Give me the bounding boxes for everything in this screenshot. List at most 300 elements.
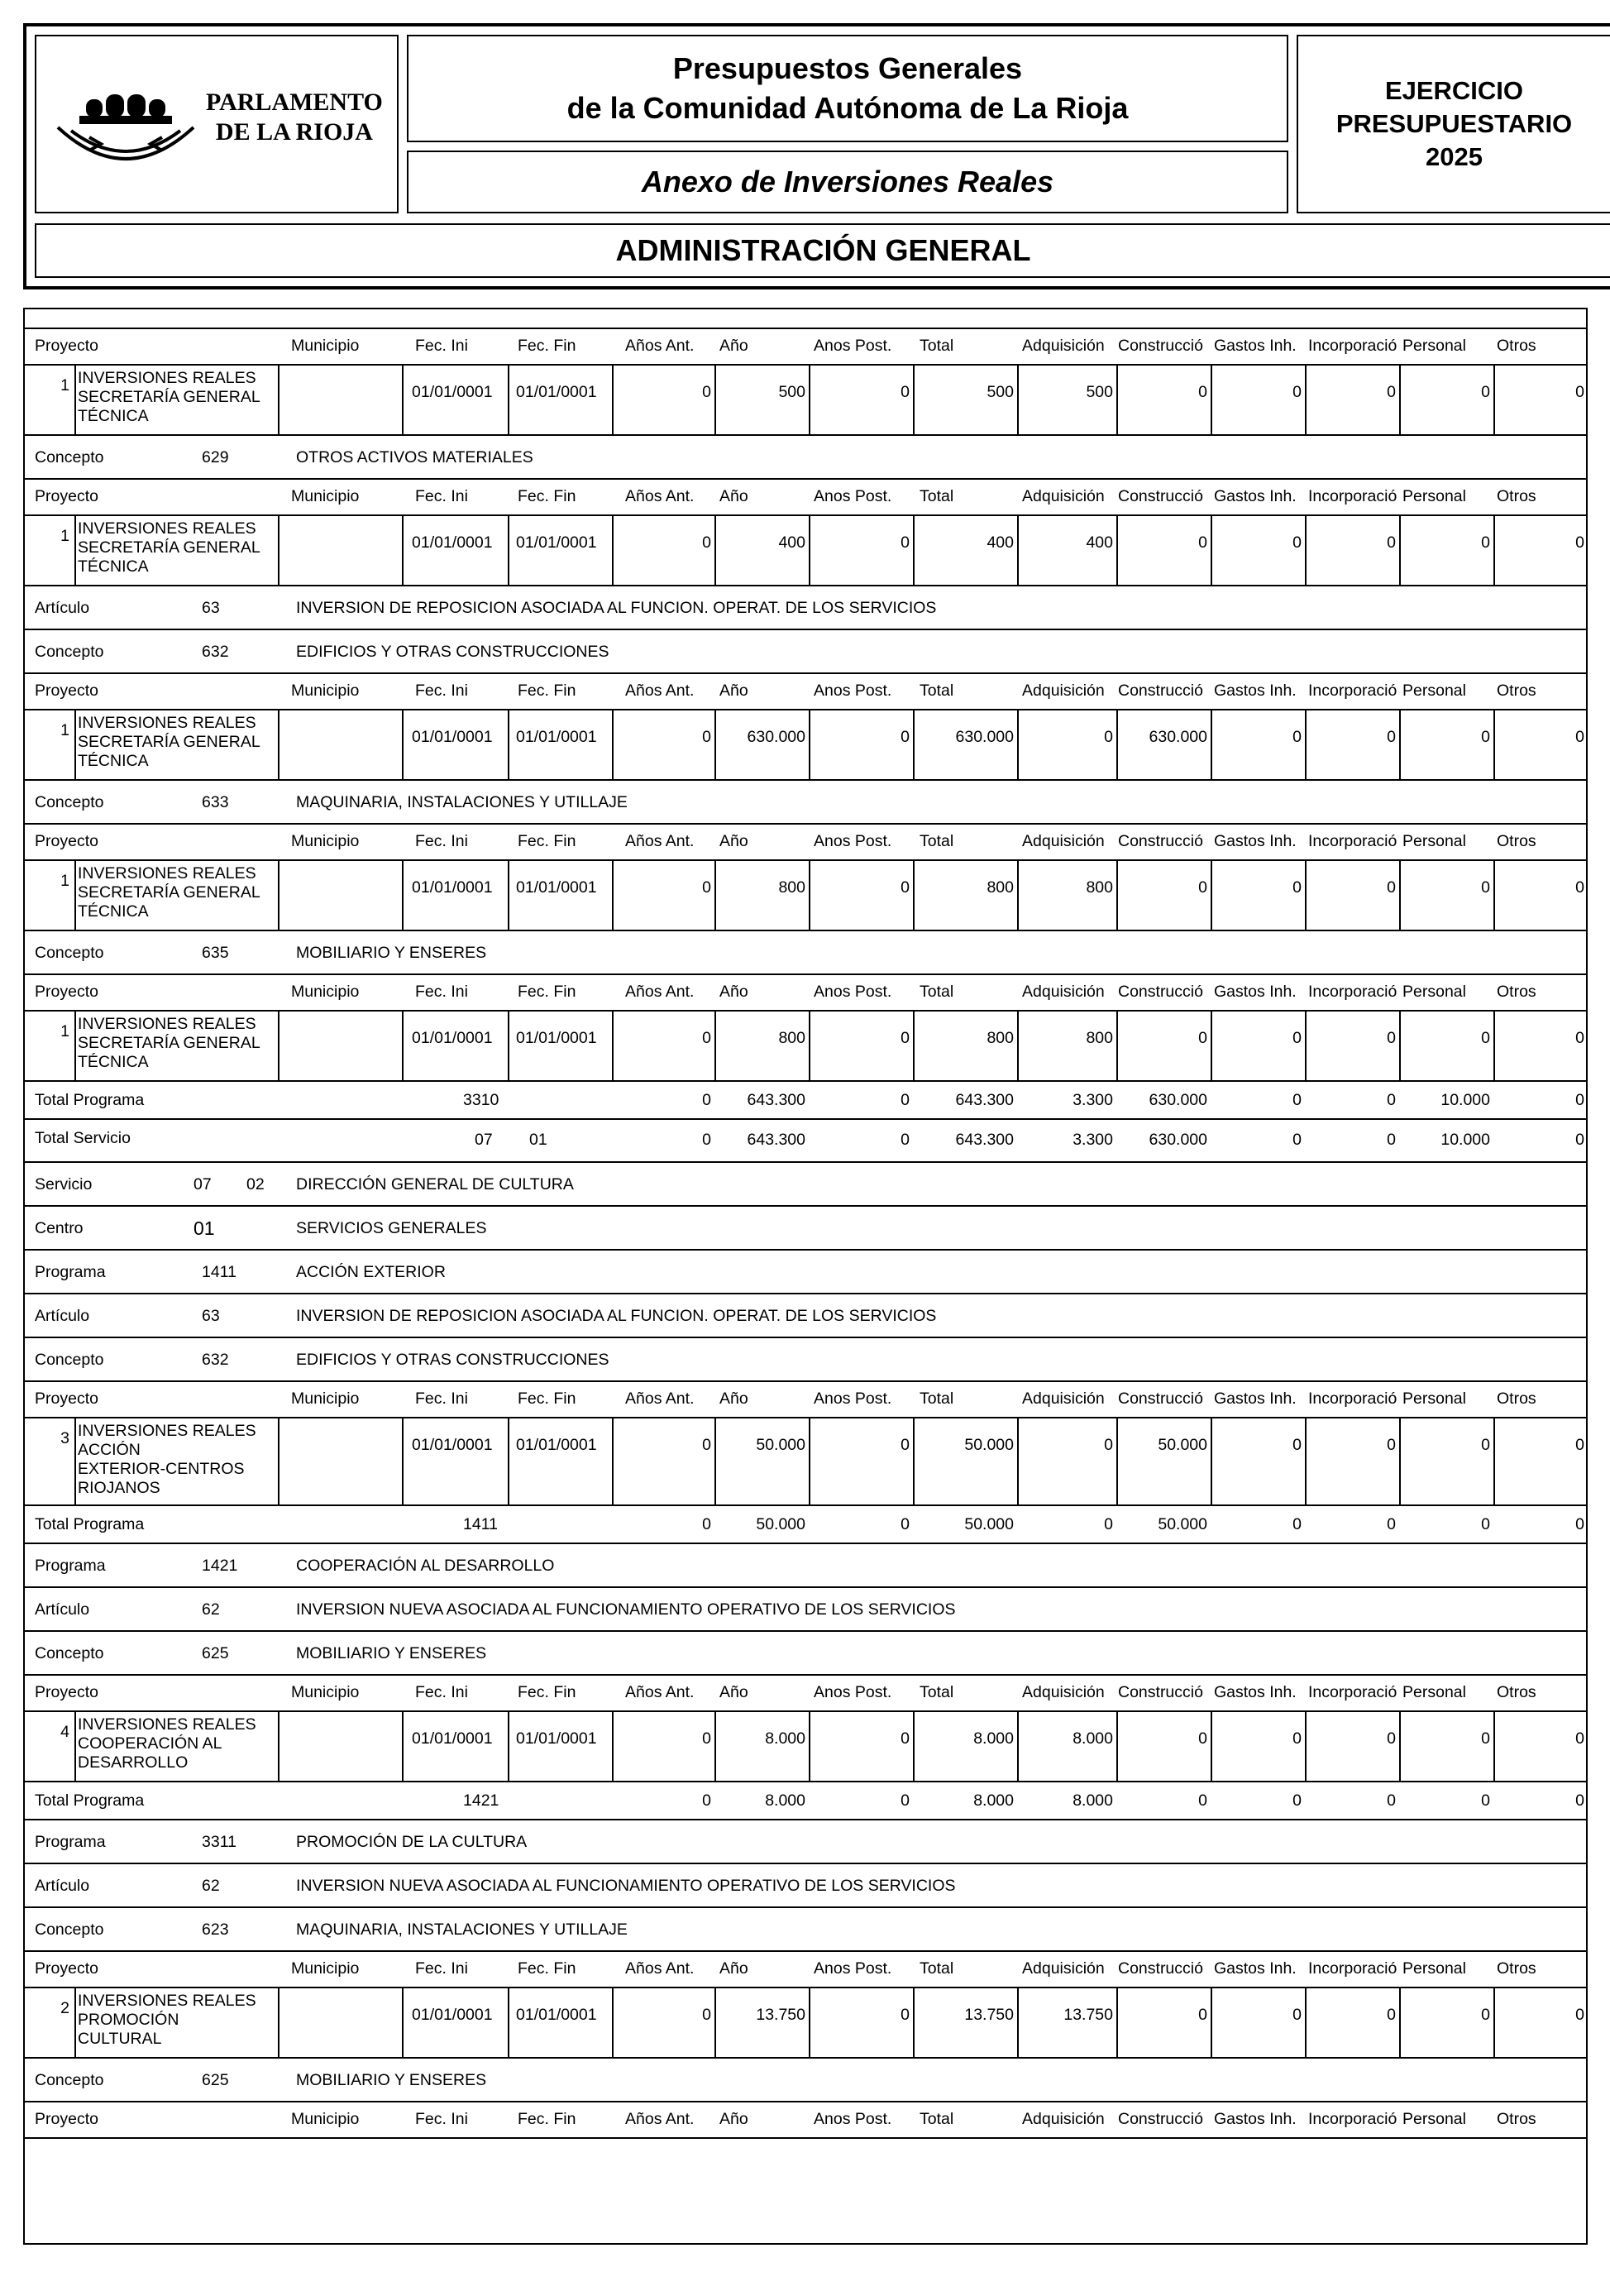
column-header: Total <box>920 2110 954 2128</box>
amount-cell: 0 <box>1481 728 1490 746</box>
project-name-line: INVERSIONES REALES <box>78 1015 256 1033</box>
column-divider <box>74 364 76 434</box>
fiscal-year: 2025 <box>1426 142 1483 171</box>
project-number: 1 <box>60 1022 69 1040</box>
column-divider <box>508 1417 509 1504</box>
column-header: Otros <box>1497 1959 1536 1978</box>
project-name-line: DESARROLLO <box>78 1753 189 1772</box>
column-header: Construcció <box>1118 983 1203 1001</box>
column-header: Anos Post. <box>814 337 892 355</box>
project-name-line: SECRETARÍA GENERAL <box>78 388 260 406</box>
project-name <box>78 864 260 921</box>
column-header: Fec. Fin <box>518 487 576 505</box>
amount-cell: 8.000 <box>973 1729 1014 1748</box>
total-amount: 0 <box>1292 1515 1302 1533</box>
column-header: Personal <box>1402 1683 1466 1701</box>
total-amount: 0 <box>1292 1131 1302 1149</box>
project-name-line: EXTERIOR-CENTROS <box>78 1460 245 1478</box>
column-divider <box>278 514 279 585</box>
total-amount: 0 <box>1198 1791 1207 1810</box>
project-name-line: CULTURAL <box>78 2030 162 2048</box>
project-number: 1 <box>60 527 69 545</box>
column-header: Personal <box>1402 1959 1466 1978</box>
column-header: Gastos Inh. <box>1214 1683 1297 1701</box>
amount-cell: 0 <box>1387 1029 1396 1047</box>
amount-cell: 630.000 <box>955 728 1014 746</box>
column-header: Construcció <box>1118 1390 1203 1408</box>
column-header: Adquisición <box>1022 1959 1105 1978</box>
row-divider <box>23 2137 1588 2139</box>
total-amount: 0 <box>1575 1791 1584 1810</box>
project-name <box>78 1992 256 2049</box>
amount-cell: 0 <box>1198 878 1207 897</box>
total-amount: 0 <box>702 1791 711 1810</box>
total-amount: 0 <box>1575 1515 1584 1533</box>
row-kind: Servicio <box>35 1175 93 1193</box>
fec-ini: 01/01/0001 <box>412 383 493 401</box>
parliament-logo-icon <box>46 66 195 165</box>
column-divider <box>1211 1417 1212 1504</box>
total-amount: 0 <box>1575 1091 1584 1109</box>
total-amount: 0 <box>702 1091 711 1109</box>
column-header: Personal <box>1402 2110 1466 2128</box>
row-description: MOBILIARIO Y ENSERES <box>296 1644 487 1662</box>
fec-fin: 01/01/0001 <box>516 728 597 746</box>
column-divider <box>278 1987 279 2057</box>
column-header: Proyecto <box>35 983 98 1001</box>
project-name <box>78 519 260 576</box>
project-name-line: TÉCNICA <box>78 1053 149 1071</box>
row-description: EDIFICIOS Y OTRAS CONSTRUCCIONES <box>296 643 609 661</box>
amount-cell: 0 <box>1292 728 1302 746</box>
total-amount: 630.000 <box>1149 1131 1207 1149</box>
column-divider <box>402 1987 404 2057</box>
amount-cell: 0 <box>901 383 910 401</box>
amount-cell: 0 <box>1387 2006 1396 2024</box>
title-line1: Presupuestos Generales <box>672 51 1023 85</box>
amount-cell: 0 <box>901 2006 910 2024</box>
column-header: Anos Post. <box>814 1959 892 1978</box>
total-label: Total Programa <box>35 1791 145 1810</box>
column-header: Construcció <box>1118 337 1203 355</box>
amount-cell: 0 <box>702 1729 711 1748</box>
column-divider <box>1493 1417 1495 1504</box>
column-divider <box>913 1417 915 1504</box>
row-divider <box>23 1710 1588 1712</box>
amount-cell: 400 <box>1086 533 1113 552</box>
fec-fin: 01/01/0001 <box>516 533 597 552</box>
row-divider <box>23 1630 1588 1632</box>
column-header: Fec. Fin <box>518 832 576 850</box>
project-name <box>78 1015 260 1072</box>
row-kind: Concepto <box>35 643 104 661</box>
amount-cell: 0 <box>1198 2006 1207 2024</box>
column-header: Incorporació <box>1308 832 1397 850</box>
total-amount: 50.000 <box>756 1515 805 1533</box>
column-divider <box>402 1710 404 1781</box>
column-header: Proyecto <box>35 2110 98 2128</box>
row-kind: Programa <box>35 1263 106 1281</box>
total-code: 1421 <box>463 1791 499 1810</box>
column-header: Anos Post. <box>814 1390 892 1408</box>
row-divider <box>23 1819 1588 1820</box>
amount-cell: 13.750 <box>1063 2006 1113 2024</box>
amount-cell: 800 <box>987 1029 1014 1047</box>
row-divider <box>23 859 1588 861</box>
amount-cell: 400 <box>778 533 805 552</box>
row-code: 1411 <box>202 1263 236 1281</box>
column-header: Municipio <box>291 983 360 1001</box>
org-name-line1: PARLAMENTO <box>206 88 383 116</box>
amount-cell: 0 <box>702 383 711 401</box>
column-header: Año <box>719 682 748 700</box>
column-divider <box>1305 1417 1307 1504</box>
column-header: Incorporació <box>1308 2110 1397 2128</box>
amount-cell: 0 <box>1481 1436 1490 1454</box>
amount-cell: 800 <box>1086 1029 1113 1047</box>
row-divider <box>23 1161 1588 1163</box>
column-header: Años Ant. <box>625 983 695 1001</box>
amount-cell: 50.000 <box>964 1436 1014 1454</box>
project-number: 1 <box>60 872 69 890</box>
project-name-line: TÉCNICA <box>78 752 149 770</box>
row-divider <box>23 1417 1588 1418</box>
title-line2: de la Comunidad Autónoma de La Rioja <box>566 91 1129 125</box>
amount-cell: 8.000 <box>1073 1729 1113 1748</box>
logo-box <box>35 35 399 213</box>
document-title <box>407 35 1288 142</box>
row-divider <box>23 1781 1588 1782</box>
column-divider <box>402 859 404 930</box>
column-header: Año <box>719 337 748 355</box>
row-description: EDIFICIOS Y OTRAS CONSTRUCCIONES <box>296 1351 609 1369</box>
column-header: Proyecto <box>35 1390 98 1408</box>
project-name-line: SECRETARÍA GENERAL <box>78 733 260 751</box>
amount-cell: 0 <box>1575 1436 1584 1454</box>
total-amount: 10.000 <box>1440 1131 1490 1149</box>
column-header: Total <box>920 983 954 1001</box>
total-amount: 643.300 <box>747 1091 805 1109</box>
project-name-line: INVERSIONES REALES <box>78 1992 256 2010</box>
total-amount: 50.000 <box>964 1515 1014 1533</box>
amount-cell: 800 <box>778 1029 805 1047</box>
org-name <box>206 88 383 147</box>
total-amount: 630.000 <box>1149 1091 1207 1109</box>
fec-fin: 01/01/0001 <box>516 1729 597 1748</box>
column-header: Otros <box>1497 1390 1536 1408</box>
total-amount: 0 <box>1104 1515 1113 1533</box>
column-header: Años Ant. <box>625 832 695 850</box>
row-kind: Programa <box>35 1557 106 1575</box>
total-amount: 10.000 <box>1440 1091 1490 1109</box>
row-code: 629 <box>202 448 229 466</box>
column-header: Gastos Inh. <box>1214 1390 1297 1408</box>
row-divider <box>23 1249 1588 1251</box>
row-divider <box>23 2057 1588 2059</box>
fec-fin: 01/01/0001 <box>516 383 597 401</box>
column-header: Anos Post. <box>814 682 892 700</box>
amount-cell: 0 <box>1575 383 1584 401</box>
row-description: ACCIÓN EXTERIOR <box>296 1263 446 1281</box>
row-divider <box>23 779 1588 781</box>
column-divider <box>508 1987 509 2057</box>
project-name-line: INVERSIONES REALES <box>78 1715 256 1734</box>
amount-cell: 0 <box>702 878 711 897</box>
project-number: 4 <box>60 1723 69 1741</box>
column-header: Municipio <box>291 1390 360 1408</box>
project-name-line: TÉCNICA <box>78 557 149 576</box>
amount-cell: 0 <box>1292 878 1302 897</box>
column-header: Incorporació <box>1308 1390 1397 1408</box>
amount-cell: 0 <box>1104 728 1113 746</box>
row-code: 623 <box>202 1921 229 1939</box>
project-name-line: SECRETARÍA GENERAL <box>78 538 260 557</box>
total-amount: 0 <box>1387 1515 1396 1533</box>
column-header: Fec. Ini <box>415 2110 468 2128</box>
fec-ini: 01/01/0001 <box>412 1029 493 1047</box>
column-header: Anos Post. <box>814 832 892 850</box>
column-divider <box>278 1710 279 1781</box>
column-divider <box>508 709 509 779</box>
column-header: Total <box>920 832 954 850</box>
project-name-line: INVERSIONES REALES <box>78 714 256 732</box>
total-amount: 0 <box>901 1091 910 1109</box>
total-amount: 0 <box>1387 1131 1396 1149</box>
column-header: Fec. Fin <box>518 682 576 700</box>
amount-cell: 500 <box>778 383 805 401</box>
column-header: Años Ant. <box>625 1390 695 1408</box>
amount-cell: 0 <box>1198 533 1207 552</box>
total-amount: 0 <box>702 1131 711 1149</box>
total-amount: 0 <box>1481 1515 1490 1533</box>
amount-cell: 8.000 <box>765 1729 805 1748</box>
column-header: Total <box>920 1390 954 1408</box>
fec-ini: 01/01/0001 <box>412 2006 493 2024</box>
total-amount: 0 <box>901 1515 910 1533</box>
row-kind: Centro <box>35 1219 84 1237</box>
total-amount: 0 <box>901 1791 910 1810</box>
project-name-line: INVERSIONES REALES <box>78 864 256 883</box>
total-label: Total Servicio <box>35 1129 131 1147</box>
column-divider <box>278 1010 279 1080</box>
project-name-line: TÉCNICA <box>78 407 149 425</box>
column-header: Fec. Ini <box>415 682 468 700</box>
column-divider <box>74 1417 76 1504</box>
amount-cell: 400 <box>987 533 1014 552</box>
amount-cell: 0 <box>1481 878 1490 897</box>
total-label: Total Programa <box>35 1091 145 1109</box>
fiscal-year-line2: PRESUPUESTARIO <box>1335 109 1573 138</box>
amount-cell: 0 <box>1387 878 1396 897</box>
project-name <box>78 1422 256 1498</box>
column-divider <box>74 709 76 779</box>
row-divider <box>23 478 1588 480</box>
amount-cell: 0 <box>1387 1436 1396 1454</box>
amount-cell: 0 <box>1481 533 1490 552</box>
amount-cell: 0 <box>1481 1029 1490 1047</box>
total-amount: 0 <box>1292 1091 1302 1109</box>
amount-cell: 0 <box>1292 1729 1302 1748</box>
column-header: Total <box>920 1683 954 1701</box>
column-divider <box>508 364 509 434</box>
column-header: Proyecto <box>35 832 98 850</box>
row-kind: Concepto <box>35 1351 104 1369</box>
row-code: 625 <box>202 1644 229 1662</box>
column-header: Anos Post. <box>814 2110 892 2128</box>
amount-cell: 800 <box>987 878 1014 897</box>
row-code: 632 <box>202 1351 229 1369</box>
row-code: 01 <box>193 1217 215 1239</box>
row-description: MOBILIARIO Y ENSERES <box>296 944 487 962</box>
column-divider <box>278 1417 279 1504</box>
column-header: Fec. Ini <box>415 337 468 355</box>
total-amount: 643.300 <box>747 1131 805 1149</box>
column-header: Año <box>719 2110 748 2128</box>
row-divider <box>23 1674 1588 1676</box>
total-amount: 0 <box>1481 1791 1490 1810</box>
column-header: Adquisición <box>1022 682 1105 700</box>
row-code: 632 <box>202 643 229 661</box>
project-name <box>78 369 260 426</box>
column-header: Gastos Inh. <box>1214 487 1297 505</box>
row-divider <box>23 672 1588 674</box>
row-kind: Artículo <box>35 1877 90 1895</box>
amount-cell: 0 <box>1481 1729 1490 1748</box>
column-header: Municipio <box>291 2110 360 2128</box>
column-header: Incorporació <box>1308 337 1397 355</box>
row-divider <box>23 1337 1588 1338</box>
project-name-line: SECRETARÍA GENERAL <box>78 883 260 902</box>
total-amount: 0 <box>1387 1091 1396 1109</box>
total-amount: 0 <box>1292 1791 1302 1810</box>
column-header: Anos Post. <box>814 487 892 505</box>
column-header: Otros <box>1497 2110 1536 2128</box>
project-name-line: INVERSIONES REALES <box>78 519 256 538</box>
total-code: 3310 <box>463 1091 499 1109</box>
row-divider <box>23 514 1588 516</box>
total-amount: 3.300 <box>1073 1131 1113 1149</box>
total-amount: 50.000 <box>1158 1515 1207 1533</box>
amount-cell: 0 <box>1387 533 1396 552</box>
column-header: Personal <box>1402 1390 1466 1408</box>
column-header: Municipio <box>291 682 360 700</box>
column-divider <box>402 364 404 434</box>
column-header: Años Ant. <box>625 1959 695 1978</box>
column-header: Adquisición <box>1022 1390 1105 1408</box>
total-amount: 8.000 <box>765 1791 805 1810</box>
column-divider <box>809 1417 810 1504</box>
column-divider <box>714 1417 716 1504</box>
row-kind: Concepto <box>35 944 104 962</box>
column-header: Anos Post. <box>814 1683 892 1701</box>
section-title: ADMINISTRACIÓN GENERAL <box>35 223 1610 278</box>
project-name-line: SECRETARÍA GENERAL <box>78 1034 260 1052</box>
column-divider <box>74 514 76 585</box>
row-divider <box>23 1863 1588 1864</box>
column-header: Construcció <box>1118 832 1203 850</box>
total-amount: 0 <box>702 1515 711 1533</box>
column-header: Año <box>719 832 748 850</box>
column-header: Incorporació <box>1308 682 1397 700</box>
row-divider <box>23 1205 1588 1207</box>
row-description: DIRECCIÓN GENERAL DE CULTURA <box>296 1175 574 1193</box>
amount-cell: 0 <box>901 1729 910 1748</box>
project-name <box>78 714 260 771</box>
row-code2: 02 <box>246 1175 265 1193</box>
amount-cell: 0 <box>901 533 910 552</box>
row-divider <box>23 1586 1588 1588</box>
row-description: COOPERACIÓN AL DESARROLLO <box>296 1557 555 1575</box>
row-divider <box>23 709 1588 710</box>
project-name-line: TÉCNICA <box>78 902 149 921</box>
column-header: Año <box>719 1390 748 1408</box>
amount-cell: 500 <box>987 383 1014 401</box>
column-header: Otros <box>1497 337 1536 355</box>
row-divider <box>23 364 1588 366</box>
project-number: 2 <box>60 1999 69 2017</box>
column-header: Años Ant. <box>625 487 695 505</box>
row-code: 3311 <box>202 1833 236 1851</box>
row-divider <box>23 823 1588 825</box>
column-header: Adquisición <box>1022 832 1105 850</box>
column-divider <box>74 1987 76 2057</box>
fec-ini: 01/01/0001 <box>412 1729 493 1748</box>
column-header: Proyecto <box>35 487 98 505</box>
column-divider <box>278 364 279 434</box>
column-divider <box>508 1710 509 1781</box>
column-header: Incorporació <box>1308 487 1397 505</box>
column-header: Gastos Inh. <box>1214 337 1297 355</box>
column-header: Años Ant. <box>625 1683 695 1701</box>
row-kind: Concepto <box>35 793 104 811</box>
column-header: Proyecto <box>35 1959 98 1978</box>
row-kind: Concepto <box>35 1644 104 1662</box>
fec-ini: 01/01/0001 <box>412 728 493 746</box>
column-header: Incorporació <box>1308 1683 1397 1701</box>
row-kind: Artículo <box>35 1600 90 1619</box>
row-description: MOBILIARIO Y ENSERES <box>296 2071 487 2089</box>
row-code: 63 <box>202 1307 220 1325</box>
row-description: OTROS ACTIVOS MATERIALES <box>296 448 533 466</box>
amount-cell: 0 <box>1575 728 1584 746</box>
column-divider <box>74 1710 76 1781</box>
amount-cell: 0 <box>1481 383 1490 401</box>
column-header: Fec. Fin <box>518 2110 576 2128</box>
column-header: Construcció <box>1118 682 1203 700</box>
row-divider <box>23 1380 1588 1382</box>
column-header: Adquisición <box>1022 2110 1105 2128</box>
column-header: Construcció <box>1118 1959 1203 1978</box>
total-code2: 01 <box>529 1131 547 1149</box>
fec-fin: 01/01/0001 <box>516 2006 597 2024</box>
amount-cell: 0 <box>702 1029 711 1047</box>
row-description: INVERSION DE REPOSICION ASOCIADA AL FUNCION. OPERAT. DE LOS SERVICIOS <box>296 1307 937 1325</box>
column-divider <box>508 514 509 585</box>
column-divider <box>402 1010 404 1080</box>
row-code: 62 <box>202 1877 220 1895</box>
column-divider <box>74 1010 76 1080</box>
amount-cell: 0 <box>1292 383 1302 401</box>
amount-cell: 13.750 <box>756 2006 805 2024</box>
column-header: Proyecto <box>35 1683 98 1701</box>
column-divider <box>508 859 509 930</box>
column-header: Fec. Ini <box>415 487 468 505</box>
row-divider <box>23 1293 1588 1294</box>
amount-cell: 0 <box>901 1436 910 1454</box>
row-divider <box>23 1080 1588 1082</box>
project-name-line: RIOJANOS <box>78 1479 160 1497</box>
column-divider <box>278 709 279 779</box>
